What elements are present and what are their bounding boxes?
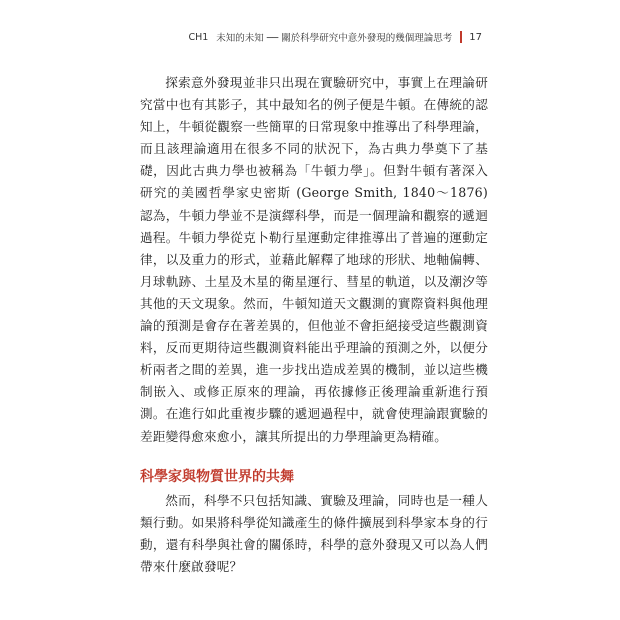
chapter-label: CH1 [188, 31, 209, 43]
chapter-title: 未知的未知 ── 關於科學研究中意外發現的幾個理論思考 [216, 33, 453, 44]
body-paragraph: 探索意外發現並非只出現在實驗研究中，事實上在理論研究當中也有其影子，其中最知名的例子便是牛頓。在傳統的認知上，牛頓從觀察一些簡單的日常現象中推導出了科學理論，而且該理論適用在很多不同的狀況下，為古典力學奠下了基礎，因此古典力學也被稱為「牛頓力學」。但對牛頓有著深入研究的美國哲學家史密斯 (George Smith, 1840～1876) 認為，牛頓力學並不是演繹科學，而是一個理論和觀察的遞迴過程。牛頓力學從克卜勒行星運動定律推導出了普遍的運動定律，以及重力的形式，並藉此解釋了地球的形狀、地軸偏轉、月球軌跡、土星及木星的衛星運行、彗星的軌道，以及潮汐等其他的天文現象。然而，牛頓知道天文觀測的實際資料與他理論的預測是會存在著差異的，但他並不會拒絕接受這些觀測資料，反而更期待這些觀測資料能出乎理論的預測之外，以便分析兩者之間的差異，進一步找出造成差異的機制，並以這些機制嵌入、或修正原來的理論，再依據修正後理論重新進行預測。在進行如此重複步驟的遞迴過程中，就會使理論跟實驗的差距變得愈來愈小，讓其所提出的力學理論更為精確。 [140, 75, 488, 444]
page-body [140, 72, 488, 578]
section-paragraph: 然而，科學不只包括知識、實驗及理論，同時也是一種人類行動。如果將科學從知識產生的條件擴展到科學家本身的行動，還有科學與社會的關係時，科學的意外發現又可以為人們帶來什麼啟發呢？ [140, 492, 488, 574]
header-separator [460, 31, 462, 43]
section-heading: 科學家與物質世界的共舞 [140, 468, 294, 485]
running-header [188, 30, 482, 44]
page-number: 17 [469, 31, 482, 43]
